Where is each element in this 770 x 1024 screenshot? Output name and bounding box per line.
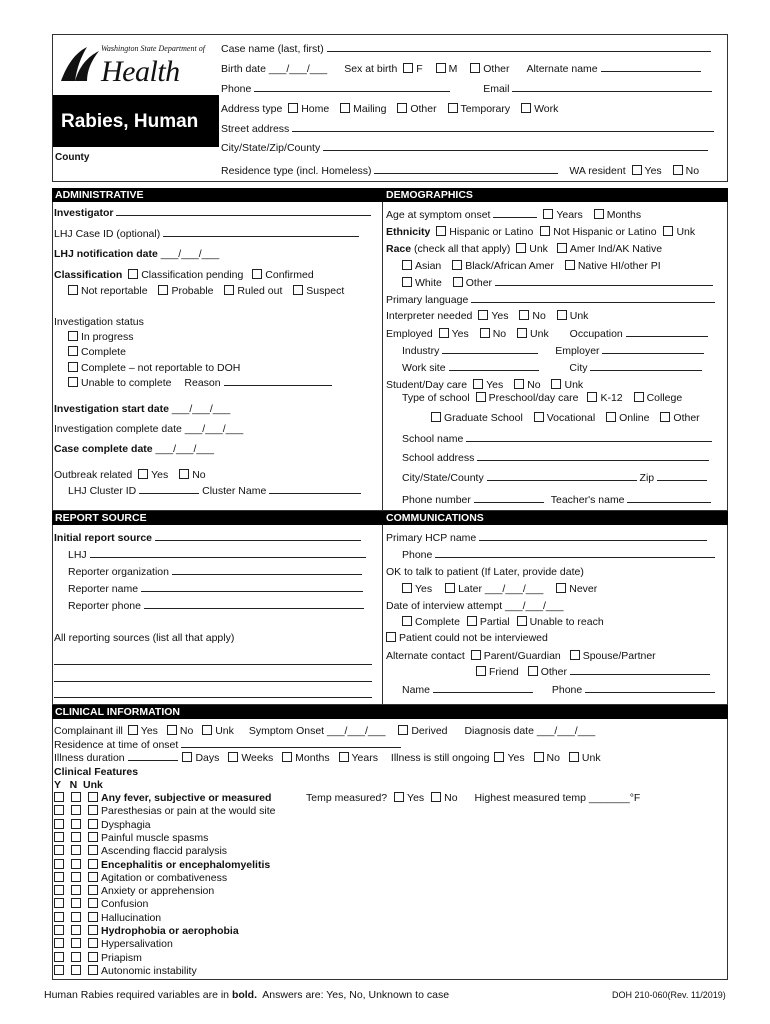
clinical-feature-label: Anxiety or apprehension [101,885,215,898]
clinical-feature-label: Encephalitis or encephalomyelitis [101,858,271,871]
alt-name-row: Name Phone [402,684,715,696]
employed-yes-checkbox[interactable] [439,328,449,338]
student-unk-checkbox[interactable] [551,379,561,389]
unable-to-reach-checkbox[interactable] [517,616,527,626]
complete-not-reportable-row: Complete – not reportable to DOH [68,362,240,374]
doh-logo [53,35,219,95]
alternate-contact-row-2: Friend Other [476,666,710,678]
phone-row: Phone Email [221,83,712,95]
asian-checkbox[interactable] [402,260,412,270]
college-checkbox[interactable] [634,392,644,402]
clinical-feature-label: Hypersalivation [101,938,173,951]
school-city-field[interactable] [487,472,637,481]
school-phone-row: Phone number Teacher's name [402,494,711,506]
student-yes-checkbox[interactable] [473,379,483,389]
hcp-name-field[interactable] [479,532,707,541]
feature-y-checkbox[interactable] [54,872,64,882]
feature-y-checkbox[interactable] [54,965,64,975]
investigator-row: Investigator [54,207,371,219]
unable-to-complete-row: Unable to complete Reason [68,377,332,389]
sex-m-checkbox[interactable] [436,63,446,73]
reporter-phone-row: Reporter phone [68,600,364,612]
feature-n-checkbox[interactable] [71,925,81,935]
feature-y-checkbox[interactable] [54,845,64,855]
address-type-row: Address type Home Mailing Other Temporary Work [221,103,559,115]
illness-duration-row: Illness duration Days Weeks Months Years Illness is still ongoing Yes No Unk [54,752,601,764]
school-name-field[interactable] [466,433,712,442]
feature-unk-checkbox[interactable] [88,819,98,829]
age-field[interactable] [493,209,537,218]
feature-n-checkbox[interactable] [71,912,81,922]
lhj-cluster-id-field[interactable] [139,485,199,494]
city-state-zip-county-field[interactable] [323,142,708,151]
highest-temp-field[interactable]: Highest measured temp _______°F [474,792,641,804]
school-zip-field[interactable] [657,472,707,481]
feature-y-checkbox[interactable] [54,925,64,935]
column-divider-2 [382,511,383,705]
feature-y-checkbox[interactable] [54,952,64,962]
classification-row-2: Not reportable Probable Ruled out Suspect [68,285,344,297]
feature-n-checkbox[interactable] [71,898,81,908]
outbreak-no-checkbox[interactable] [179,469,189,479]
clinical-feature-label: Hallucination [101,911,162,924]
wa-resident-no-checkbox[interactable] [673,165,683,175]
ethnicity-unk-checkbox[interactable] [663,226,673,236]
residence-row: Residence type (incl. Homeless) WA resident Yes No [221,165,700,177]
cluster-row: LHJ Cluster ID Cluster Name [68,485,361,497]
occupation-field[interactable] [626,328,708,337]
school-other-checkbox[interactable] [660,412,670,422]
addr-mailing-checkbox[interactable] [340,103,350,113]
lhj-case-id-row: LHJ Case ID (optional) [54,228,359,240]
not-hispanic-checkbox[interactable] [540,226,550,236]
city-row: City/State/Zip/County [221,142,708,154]
form-number: DOH 210-060(Rev. 11/2019) [612,990,726,1000]
clinical-feature-row [54,845,227,857]
parent-guardian-checkbox[interactable] [471,650,481,660]
clinical-feature-row [54,925,239,937]
hcp-phone-row: Phone [402,549,715,561]
temp-no-checkbox[interactable] [431,792,441,802]
logo-small-text: Washington State Department of [101,44,205,53]
reporter-org-row: Reporter organization [68,566,362,578]
lhj-case-id-field[interactable] [163,228,359,237]
reporter-phone-field[interactable] [144,600,364,609]
clinical-feature-label: Painful muscle spasms [101,831,209,844]
duration-years-checkbox[interactable] [339,752,349,762]
feature-n-checkbox[interactable] [71,952,81,962]
race-unk-checkbox[interactable] [516,243,526,253]
feature-unk-checkbox[interactable] [88,938,98,948]
age-years-checkbox[interactable] [543,209,553,219]
form-title: Rabies, Human [61,111,199,132]
initial-report-source-field[interactable] [155,532,361,541]
feature-unk-checkbox[interactable] [88,872,98,882]
sex-other-checkbox[interactable] [470,63,480,73]
investigation-status-label: Investigation status [54,316,144,328]
reporter-name-row: Reporter name [68,583,363,595]
clinical-feature-label: Agitation or combativeness [101,871,228,884]
all-sources-line-2[interactable] [54,673,372,682]
clinical-feature-row [54,792,271,804]
feature-y-checkbox[interactable] [54,859,64,869]
classification-pending-checkbox[interactable] [128,269,138,279]
case-name-field[interactable] [327,43,711,52]
feature-unk-checkbox[interactable] [88,832,98,842]
teachers-name-field[interactable] [627,494,711,503]
complainant-row: Complainant ill Yes No Unk Symptom Onset ___/___/___ Derived Diagnosis date ___/___/___ [54,725,596,737]
addr-temporary-checkbox[interactable] [448,103,458,113]
feature-unk-checkbox[interactable] [88,792,98,802]
graduate-school-checkbox[interactable] [431,412,441,422]
clinical-feature-label: Confusion [101,898,149,911]
ok-later-checkbox[interactable] [445,583,455,593]
birth-date-field[interactable]: Birth date ___/___/___ [221,63,328,75]
birth-row: Birth date ___/___/___ Sex at birth F M Other Alternate name [221,63,701,75]
sex-f-checkbox[interactable] [403,63,413,73]
clinical-feature-row [54,805,276,817]
reporter-name-field[interactable] [141,583,363,592]
work-site-row: Work site City [402,362,702,374]
feature-n-checkbox[interactable] [71,859,81,869]
amer-ind-checkbox[interactable] [557,243,567,253]
ok-to-talk-row: Yes Later ___/___/___ Never [402,583,597,595]
logo-big-text: Health [101,55,180,88]
in-progress-checkbox[interactable] [68,331,78,341]
industry-row: Industry Employer [402,345,704,357]
reporter-organization-field[interactable] [172,566,362,575]
feature-n-checkbox[interactable] [71,872,81,882]
school-phone-field[interactable] [474,494,544,503]
employed-no-checkbox[interactable] [480,328,490,338]
employer-field[interactable] [602,345,704,354]
feature-n-checkbox[interactable] [71,845,81,855]
feature-unk-checkbox[interactable] [88,885,98,895]
lhj-field[interactable] [90,549,366,558]
report-source-header: REPORT SOURCE [52,511,383,525]
school-type-row-2: Graduate School Vocational Online Other [431,412,700,424]
alternate-name-field[interactable] [601,63,701,72]
hispanic-checkbox[interactable] [436,226,446,236]
reason-field[interactable] [224,377,332,386]
race-other-checkbox[interactable] [453,277,463,287]
interview-partial-checkbox[interactable] [467,616,477,626]
school-type-row: Type of school Preschool/day care K-12 College [402,392,683,404]
feature-n-checkbox[interactable] [71,832,81,842]
primary-language-field[interactable] [471,294,715,303]
interpreter-unk-checkbox[interactable] [557,310,567,320]
feature-n-checkbox[interactable] [71,819,81,829]
derived-checkbox[interactable] [398,725,408,735]
clinical-header: CLINICAL INFORMATION [52,705,728,719]
ongoing-unk-checkbox[interactable] [569,752,579,762]
feature-unk-checkbox[interactable] [88,805,98,815]
street-address-field[interactable] [292,123,714,132]
feature-y-checkbox[interactable] [54,885,64,895]
diagnosis-date-field[interactable]: Diagnosis date ___/___/___ [464,725,596,737]
lhj-row: LHJ [68,549,366,561]
clinical-feature-label: Ascending flaccid paralysis [101,845,228,858]
investigator-field[interactable] [116,207,371,216]
case-complete-row: Case complete date ___/___/___ [54,443,214,455]
hcp-row: Primary HCP name [386,532,707,544]
investigation-complete-row: Investigation complete date ___/___/___ [54,423,244,435]
ethnicity-row: Ethnicity Hispanic or Latino Not Hispanic or Latino Unk [386,226,696,238]
suspect-checkbox[interactable] [293,285,303,295]
feature-y-checkbox[interactable] [54,805,64,815]
alt-other-field[interactable] [570,666,710,675]
feature-n-checkbox[interactable] [71,885,81,895]
not-interviewed-row: Patient could not be interviewed [386,632,548,644]
administrative-header: ADMINISTRATIVE [52,188,383,202]
ruled-out-checkbox[interactable] [224,285,234,295]
cluster-name-field[interactable] [269,485,361,494]
feature-n-checkbox[interactable] [71,938,81,948]
feature-unk-checkbox[interactable] [88,898,98,908]
investigation-start-date-field[interactable]: ___/___/___ [171,403,231,415]
employed-row: Employed Yes No Unk Occupation [386,328,708,340]
clinical-feature-row [54,952,142,964]
unable-to-complete-checkbox[interactable] [68,377,78,387]
friend-checkbox[interactable] [476,666,486,676]
black-checkbox[interactable] [452,260,462,270]
alt-phone-field[interactable] [585,684,715,693]
street-row: Street address [221,123,714,135]
hcp-phone-field[interactable] [435,549,715,558]
confirmed-checkbox[interactable] [252,269,262,279]
white-checkbox[interactable] [402,277,412,287]
all-sources-label: All reporting sources (list all that apply) [54,632,235,644]
complete-row: Complete [68,346,126,358]
school-name-row: School name [402,433,712,445]
clinical-feature-label: Hydrophobia or aerophobia [101,925,239,937]
column-divider [382,188,383,511]
county-label: County [55,152,90,163]
feature-y-checkbox[interactable] [54,912,64,922]
clinical-feature-row [54,872,227,884]
race-row-3: White Other [402,277,713,289]
clinical-feature-row [54,819,151,831]
complainant-unk-checkbox[interactable] [202,725,212,735]
school-city-row: City/State/County Zip [402,472,707,484]
symptom-onset-field[interactable]: Symptom Onset ___/___/___ [248,725,386,737]
race-row-2: Asian Black/African Amer Native HI/other PI [402,260,661,272]
wa-resident-yes-checkbox[interactable] [632,165,642,175]
duration-days-checkbox[interactable] [182,752,192,762]
ok-never-checkbox[interactable] [556,583,566,593]
temp-yes-checkbox[interactable] [394,792,404,802]
online-checkbox[interactable] [606,412,616,422]
ok-to-talk-label: OK to talk to patient (If Later, provide date) [386,566,584,578]
outbreak-row: Outbreak related Yes No [54,469,206,481]
ongoing-no-checkbox[interactable] [534,752,544,762]
interpreter-no-checkbox[interactable] [519,310,529,320]
not-interviewed-checkbox[interactable] [386,632,396,642]
feature-unk-checkbox[interactable] [88,952,98,962]
investigation-complete-date-field[interactable]: ___/___/___ [184,423,244,435]
language-row: Primary language [386,294,715,306]
clinical-feature-label: Dysphagia [101,818,151,831]
clinical-feature-label: Autonomic instability [101,964,197,977]
alternate-contact-row: Alternate contact Parent/Guardian Spouse/Partner [386,650,656,662]
doh-logo-mark-icon [57,45,101,85]
all-sources-line-1[interactable] [54,656,372,665]
preschool-checkbox[interactable] [476,392,486,402]
age-months-checkbox[interactable] [594,209,604,219]
interpreter-row: Interpreter needed Yes No Unk [386,310,589,322]
feature-y-checkbox[interactable] [54,792,64,802]
residence-type-field[interactable] [374,165,558,174]
feature-y-checkbox[interactable] [54,832,64,842]
phone-field[interactable] [254,83,450,92]
ynu-column-header: Y N Unk [54,779,103,791]
complete-not-reportable-checkbox[interactable] [68,362,78,372]
alt-other-checkbox[interactable] [528,666,538,676]
spouse-partner-checkbox[interactable] [570,650,580,660]
interview-date-row [386,600,563,612]
case-name-row: Case name (last, first) [221,43,711,55]
k12-checkbox[interactable] [587,392,597,402]
native-hi-checkbox[interactable] [565,260,575,270]
feature-unk-checkbox[interactable] [88,845,98,855]
initial-report-row: Initial report source [54,532,361,544]
race-other-field[interactable] [495,277,713,286]
clinical-feature-row [54,938,173,950]
temp-row: Temp measured? Yes No Highest measured temp _______°F [306,792,641,804]
employed-unk-checkbox[interactable] [517,328,527,338]
student-row: Student/Day care Yes No Unk [386,379,584,391]
clinical-feature-row [54,859,270,871]
addr-other-checkbox[interactable] [397,103,407,113]
complainant-no-checkbox[interactable] [167,725,177,735]
alt-name-field[interactable] [433,684,533,693]
residence-onset-field[interactable] [181,739,401,748]
clinical-feature-label: Priapism [101,951,142,964]
feature-y-checkbox[interactable] [54,898,64,908]
feature-y-checkbox[interactable] [54,819,64,829]
email-field[interactable] [512,83,712,92]
feature-unk-checkbox[interactable] [88,859,98,869]
investigation-start-row: Investigation start date ___/___/___ [54,403,231,415]
all-sources-line-3[interactable] [54,689,372,698]
student-no-checkbox[interactable] [514,379,524,389]
feature-n-checkbox[interactable] [71,965,81,975]
feature-n-checkbox[interactable] [71,805,81,815]
feature-unk-checkbox[interactable] [88,912,98,922]
work-site-field[interactable] [449,362,539,371]
interview-date-field[interactable]: Date of interview attempt ___/___/___ [386,600,564,612]
form-title-box [53,95,219,147]
ongoing-yes-checkbox[interactable] [494,752,504,762]
communications-header: COMMUNICATIONS [383,511,728,525]
interview-complete-checkbox[interactable] [402,616,412,626]
clinical-feature-label: Any fever, subjective or measured [101,792,272,804]
complete-checkbox[interactable] [68,346,78,356]
illness-duration-field[interactable] [128,752,178,761]
not-reportable-checkbox[interactable] [68,285,78,295]
industry-field[interactable] [442,345,538,354]
duration-months-checkbox[interactable] [282,752,292,762]
lhj-notification-row: LHJ notification date ___/___/___ [54,248,220,260]
demographics-header: DEMOGRAPHICS [383,188,728,202]
school-address-field[interactable] [477,452,709,461]
school-address-row: School address [402,452,709,464]
addr-home-checkbox[interactable] [288,103,298,113]
outbreak-yes-checkbox[interactable] [138,469,148,479]
clinical-feature-row [54,832,208,844]
feature-y-checkbox[interactable] [54,938,64,948]
ok-yes-checkbox[interactable] [402,583,412,593]
lhj-notification-date-field[interactable]: ___/___/___ [160,248,220,260]
feature-unk-checkbox[interactable] [88,925,98,935]
addr-work-checkbox[interactable] [521,103,531,113]
clinical-feature-row [54,965,197,977]
vocational-checkbox[interactable] [534,412,544,422]
age-row: Age at symptom onset Years Months [386,209,642,221]
race-row: Race (check all that apply) Unk Amer Ind/AK Native [386,243,663,255]
classification-row: Classification Classification pending Confirmed [54,269,314,281]
duration-weeks-checkbox[interactable] [228,752,238,762]
clinical-feature-row [54,898,148,910]
clinical-feature-label: Paresthesias or pain at the would site [101,805,276,818]
footer-note: Human Rabies required variables are in bold. Answers are: Yes, No, Unknown to case [44,989,450,1001]
case-complete-date-field[interactable]: ___/___/___ [155,443,214,455]
feature-n-checkbox[interactable] [71,792,81,802]
residence-onset-row: Residence at time of onset [54,739,401,751]
clinical-feature-row [54,912,161,924]
clinical-feature-row [54,885,214,897]
work-city-field[interactable] [590,362,702,371]
in-progress-row: In progress [68,331,134,343]
interpreter-yes-checkbox[interactable] [478,310,488,320]
clinical-features-label: Clinical Features [54,766,139,778]
header-box [52,34,728,182]
feature-unk-checkbox[interactable] [88,965,98,975]
interview-result-row: Complete Partial Unable to reach [402,616,604,628]
complainant-yes-checkbox[interactable] [128,725,138,735]
probable-checkbox[interactable] [158,285,168,295]
